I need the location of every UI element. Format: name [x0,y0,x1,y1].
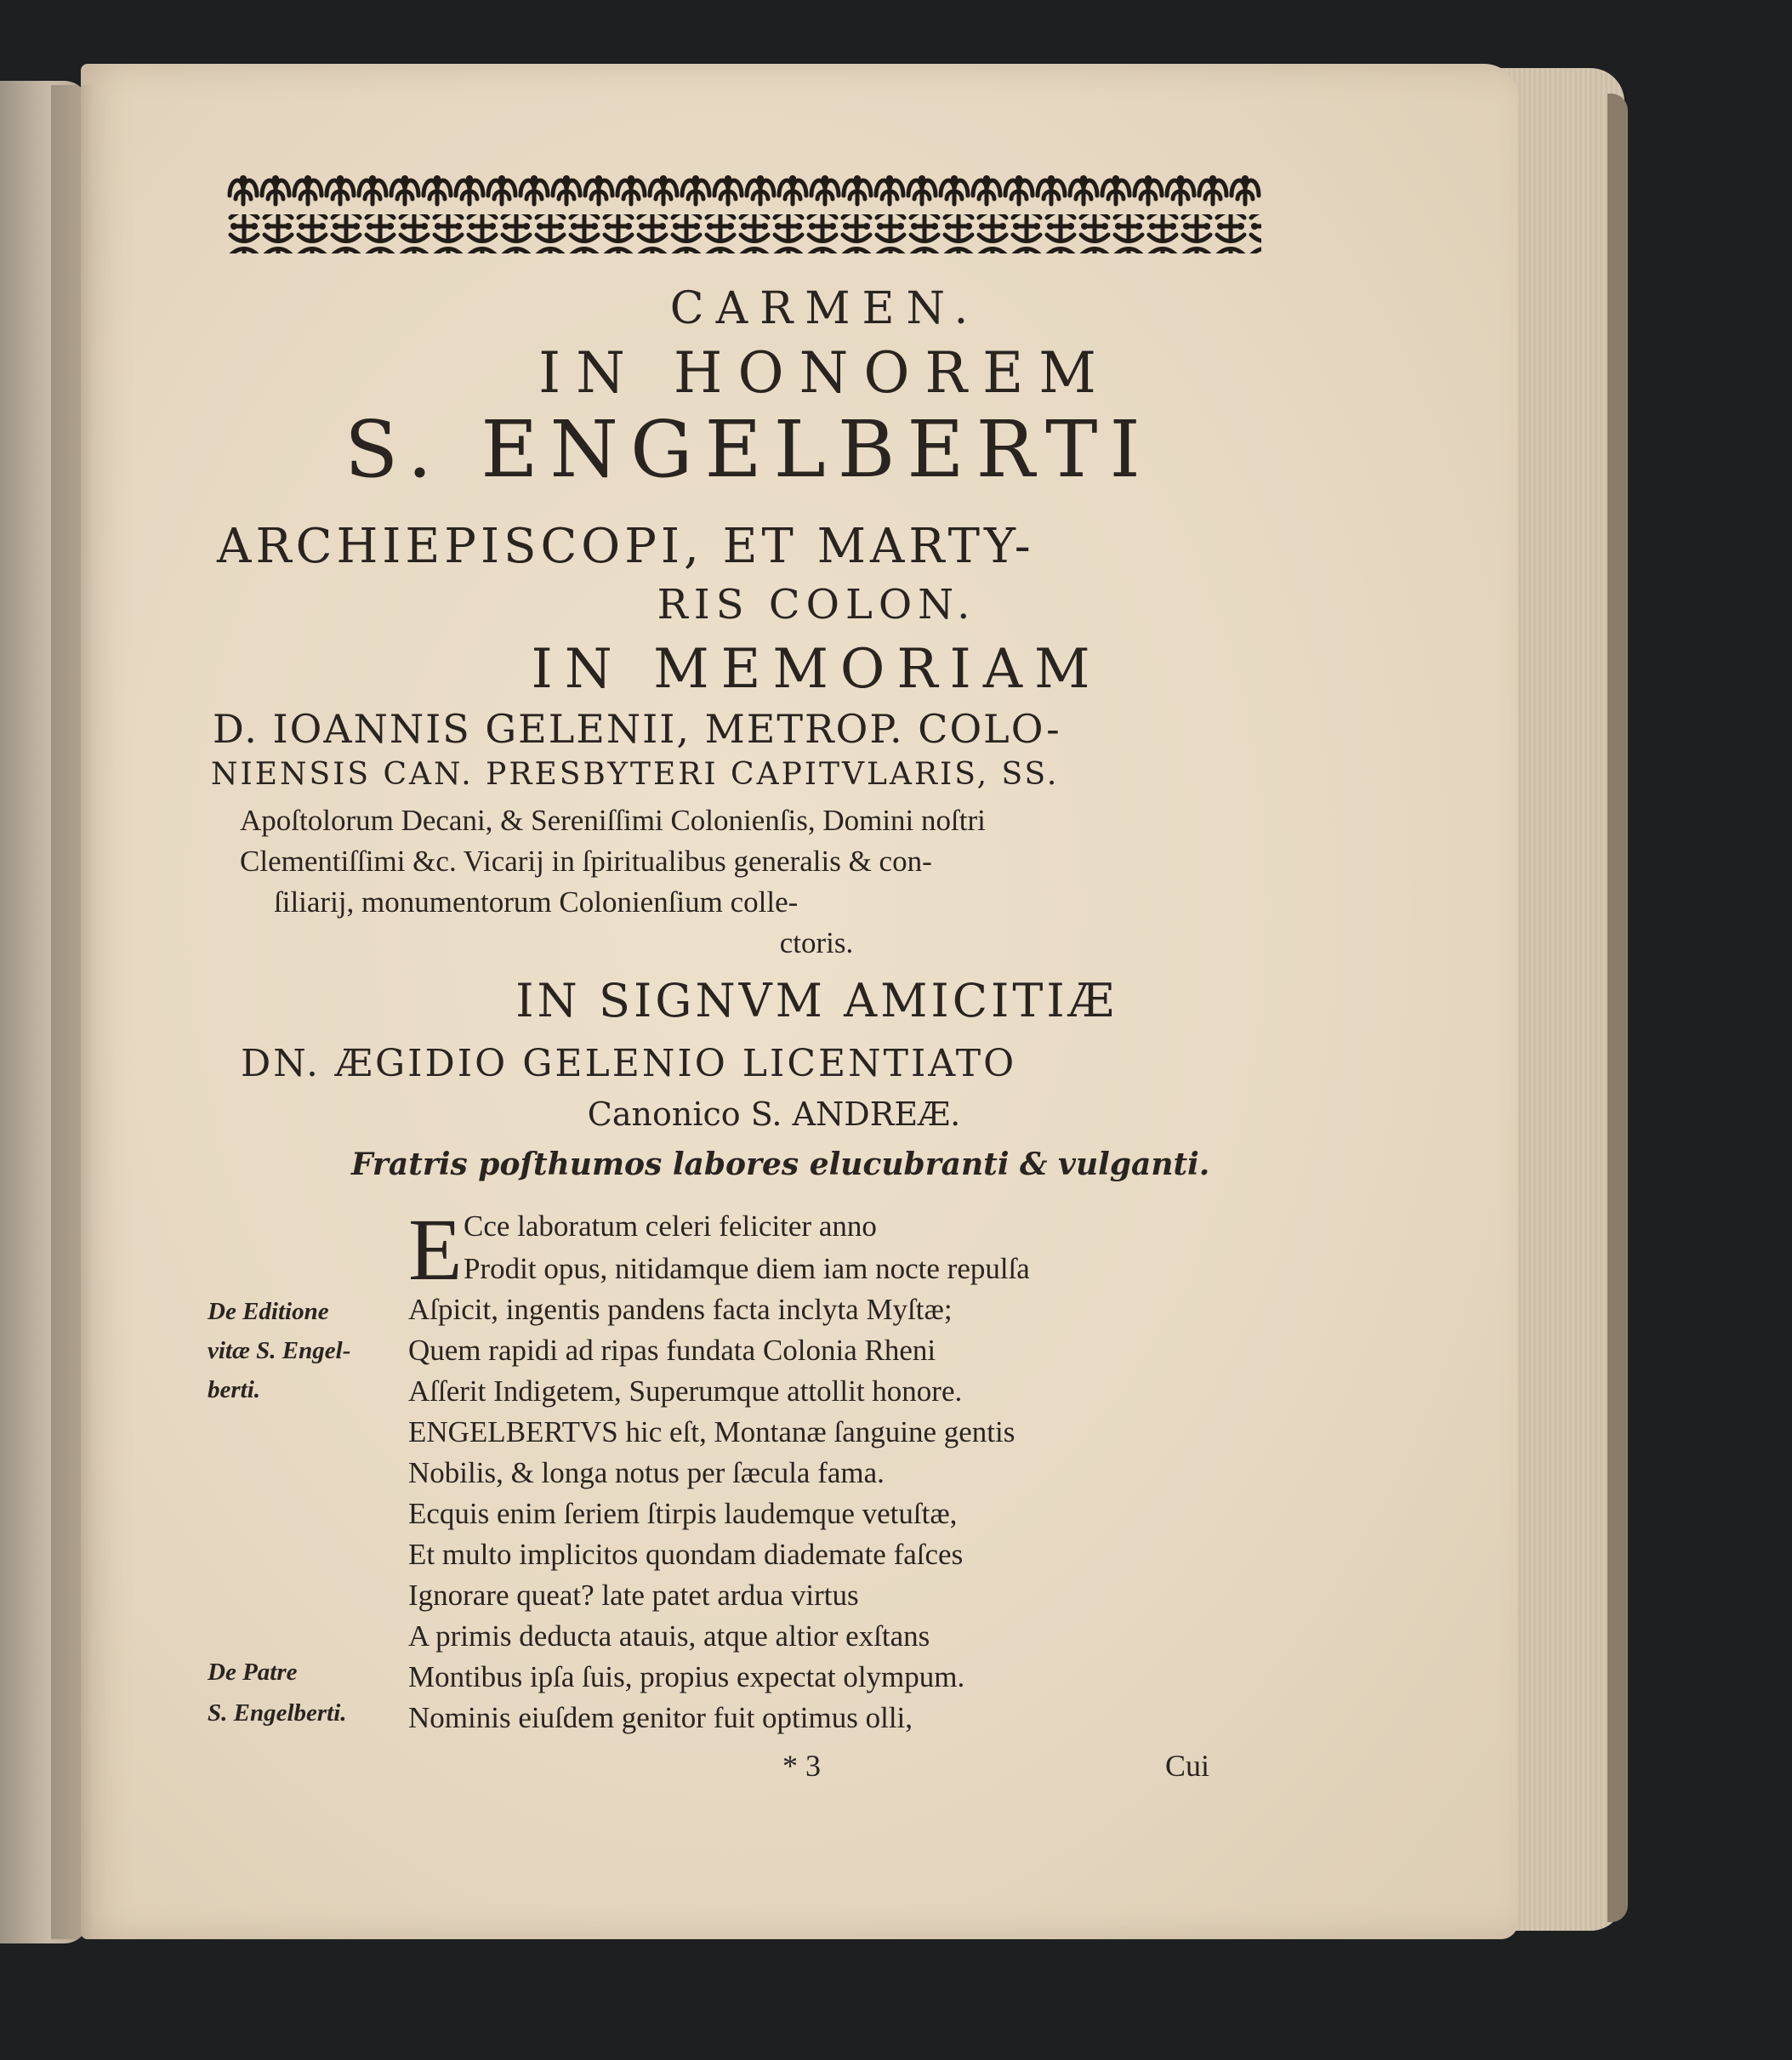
verse-line: Quem rapidi ad ripas fundata Colonia Rheni [408,1334,936,1367]
verse-line: Ignorare queat? late patet ardua virtus [408,1579,859,1612]
dedication-line: ctoris. [779,926,854,959]
verse-line: Nominis eiuſdem genitor fuit optimus olli, [408,1701,913,1734]
margin-note: vitæ S. Engel- [208,1337,351,1364]
catchword: Cui [1165,1749,1210,1783]
title-fratris: Fratris poſthumos labores elucubranti & vulganti. [351,1147,1210,1182]
title-carmen: CARMEN. [669,283,981,334]
margin-note: S. Engelberti. [208,1699,347,1727]
dedication-line: Apoſtolorum Decani, & Sereniſſimi Colonienſis, Domini noſtri [240,804,986,837]
title-in-honorem: IN HONOREM [538,340,1112,406]
verse-line: Montibus ipſa ſuis, propius expectat olympum. [408,1660,965,1693]
title-in-memoriam: IN MEMORIAM [531,638,1102,701]
dedication-line: Clementiſſimi &c. Vicarij in ſpiritualibus generalis & con- [240,845,932,878]
verse-line: Et multo implicitos quondam diademate faſces [408,1538,964,1571]
title-aegidio: DN. ÆGIDIO GELENIO LICENTIATO [241,1042,1017,1085]
title-engelberti: S. ENGELBERTI [344,404,1152,495]
verse-line: Aſſerit Indigetem, Superumque attollit honore. [408,1374,963,1408]
ornament-icon [227,170,1261,255]
margin-note: berti. [208,1376,261,1403]
verse-line: Nobilis, & longa notus per ſæcula fama. [408,1456,885,1489]
verse-line: ENGELBERTVS hic eſt, Montanæ ſanguine gentis [408,1415,1015,1448]
drop-cap: E [408,1201,463,1299]
verse-line: A primis deducta atauis, atque altior exſtans [408,1619,930,1653]
margin-note: De Editione [208,1298,329,1325]
title-in-signum: IN SIGNVM AMICITIÆ [515,974,1118,1027]
title-ris-colon: RIS COLON. [657,581,976,629]
verse-line: Ecquis enim ſeriem ſtirpis laudemque vetuſtæ, [408,1497,958,1530]
verse-line: Aſpicit, ingentis pandens facta inclyta Myſtæ; [408,1293,953,1326]
signature-mark: * 3 [782,1749,821,1783]
margin-note: De Patre [208,1659,298,1686]
title-niensis: NIENSIS CAN. PRESBYTERI CAPITVLARIS, SS. [211,757,1060,792]
dedication-line: ſiliarij, monumentorum Colonienſium colle- [274,885,799,919]
ornament-band [227,170,1261,255]
verse-line: Prodit opus, nitidamque diem iam nocte repulſa [464,1252,1030,1285]
title-ioannis: D. IOANNIS GELENII, METROP. COLO- [213,706,1061,752]
title-canonico: Canonico S. ANDREÆ. [587,1095,961,1133]
verse-line: Cce laboratum celeri feliciter anno [464,1209,877,1243]
title-archiepiscopi: ARCHIEPISCOPI, ET MARTY- [217,519,1035,574]
